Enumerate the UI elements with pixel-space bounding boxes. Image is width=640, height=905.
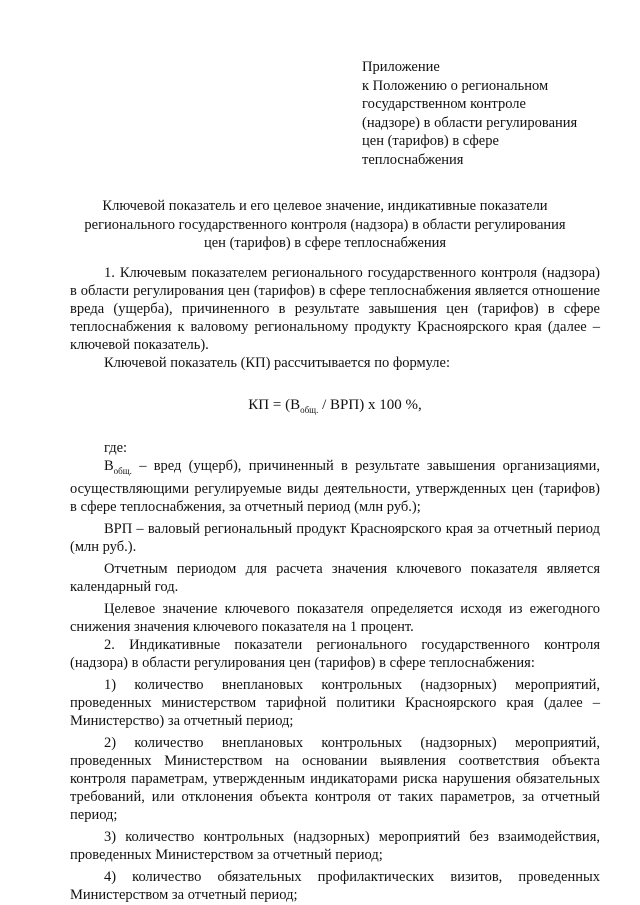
document-title: [40, 197, 610, 253]
list-item-2: 2) количество внеплановых контрольных (надзорных) мероприятий, проведенных Министерством на основании выявления соответствия объекта контроля параметрам, утвержденным индикаторами риска нарушения обязательных требований, или отклонения объекта контроля от таких параметров, за отчетный период;: [70, 734, 600, 823]
paragraph-formula-intro: Ключевой показатель (КП) рассчитывается по формуле:: [104, 355, 450, 371]
formula: [70, 396, 600, 419]
where-label: где:: [104, 440, 128, 456]
definition-text: – вред (ущерб), причиненный в результате завышения организациями, осуществляющими регулируемые виды деятельности, утвержденных цен (тарифов) в сфере теплоснабжения, за отчетный период (млн руб.);: [70, 458, 600, 515]
definition-grp: ВРП – валовый региональный продукт Красноярского края за отчетный период (млн руб.).: [70, 520, 600, 555]
paragraph-target-value: Целевое значение ключевого показателя определяется исходя из ежегодного снижения значения ключевого показателя на 1 процент.: [70, 600, 600, 635]
paragraph-reporting-period: Отчетным периодом для расчета значения ключевого показателя является календарный год.: [70, 560, 600, 595]
appendix-line: государственном контроле: [362, 96, 526, 113]
paragraph-indicative-intro: 2. Индикативные показатели регионального государственного контроля (надзора) в области регулирования цен (тарифов) в сфере теплоснабжения:: [70, 636, 600, 671]
title-line: цен (тарифов) в сфере теплоснабжения: [203, 235, 447, 251]
document-body: [70, 264, 600, 904]
appendix-header: [362, 58, 612, 170]
formula-prefix: КП = (В: [248, 397, 301, 413]
paragraph-key-indicator: 1. Ключевым показателем регионального государственного контроля (надзора) в области регулирования цен (тарифов) в сфере теплоснабжения является отношение вреда (ущерба), причиненного в результате завышения цен (тарифов) в сфере теплоснабжения к валовому региональному продукту Красноярского края (далее – ключевой показатель).: [70, 265, 600, 353]
appendix-line: теплоснабжения: [362, 151, 464, 168]
appendix-line: (надзоре) в области регулирования: [362, 114, 578, 131]
title-line: регионального государственного контроля (надзора) в области регулирования: [84, 216, 566, 233]
list-item-4: 4) количество обязательных профилактических визитов, проведенных Министерством за отчетный период;: [70, 868, 600, 903]
appendix-line: Приложение: [362, 59, 440, 75]
appendix-line: цен (тарифов) в сфере: [362, 133, 499, 150]
formula-subscript: общ.: [300, 405, 319, 415]
list-item-1: 1) количество внеплановых контрольных (надзорных) мероприятий, проведенных министерством тарифной политики Красноярского края (далее – Министерство) за отчетный период;: [70, 676, 600, 729]
list-item-3: 3) количество контрольных (надзорных) мероприятий без взаимодействия, проведенных Министерством за отчетный период;: [70, 828, 600, 863]
definition-damage: [70, 457, 600, 516]
title-line: Ключевой показатель и его целевое значение, индикативные показатели: [102, 198, 548, 214]
definition-symbol: В: [104, 458, 114, 474]
formula-suffix: / ВРП) x 100 %,: [318, 397, 422, 413]
appendix-line: к Положению о региональном: [362, 77, 549, 94]
definition-subscript: общ.: [113, 465, 132, 476]
